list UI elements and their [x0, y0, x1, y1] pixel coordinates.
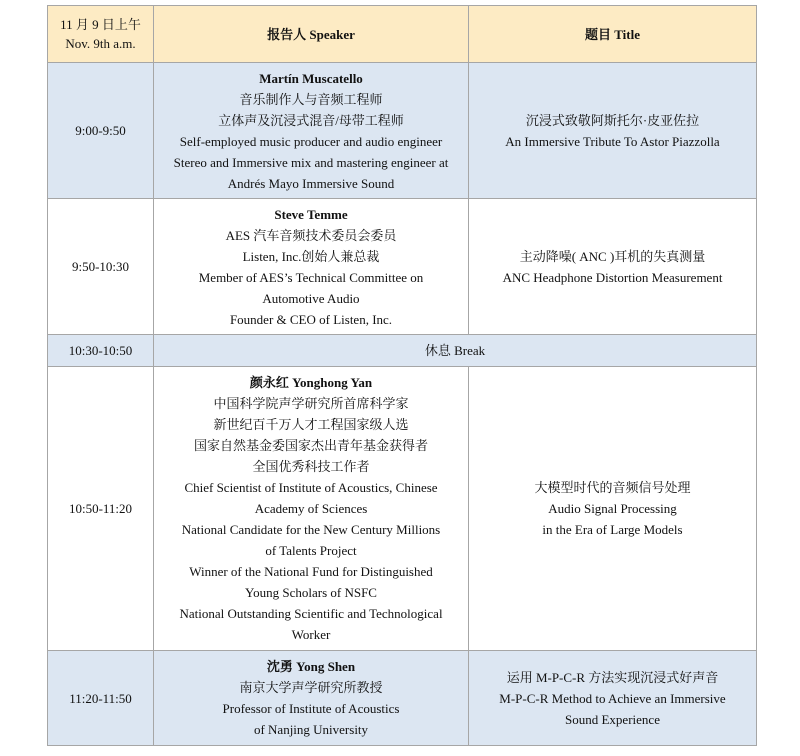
speaker-bio-line: Academy of Sciences: [254, 501, 368, 516]
title-header: 题目 Title: [469, 6, 757, 63]
break-time: 10:30-10:50: [48, 335, 154, 367]
talk-title-line: An Immersive Tribute To Astor Piazzolla: [505, 133, 720, 149]
break-row: [48, 335, 757, 367]
speaker-bio-line: 音乐制作人与音频工程师: [239, 91, 383, 107]
break-label: 休息 Break: [154, 335, 757, 367]
speaker-bio-line: Automotive Audio: [262, 290, 360, 306]
session-time: 11:20-11:50: [48, 651, 154, 746]
speaker-cell: [154, 63, 469, 199]
speaker-bio-line: Member of AES’s Technical Committee on: [198, 269, 424, 285]
talk-title-line: M-P-C-R Method to Achieve an Immersive: [499, 690, 726, 706]
speaker-bio-line: AES 汽车音频技术委员会委员: [225, 227, 397, 243]
talk-title-line: 沉浸式致敬阿斯托尔·皮亚佐拉: [525, 112, 700, 128]
title-cell: [469, 199, 757, 335]
speaker-name: Steve Temme: [274, 206, 348, 222]
session-row: [48, 367, 757, 651]
speaker-cell: [154, 651, 469, 746]
speaker-bio-line: National Candidate for the New Century Millions: [181, 522, 441, 537]
title-cell: [469, 367, 757, 651]
speaker-bio-line: Andrés Mayo Immersive Sound: [227, 175, 395, 191]
speaker-bio-line: Young Scholars of NSFC: [245, 585, 377, 600]
speaker-bio-line: Chief Scientist of Institute of Acoustics, Chinese: [184, 480, 438, 495]
speaker-bio-line: National Outstanding Scientific and Technological: [179, 606, 443, 621]
speaker-header: 报告人 Speaker: [154, 6, 469, 63]
speaker-bio-line: Winner of the National Fund for Distinguished: [189, 564, 433, 579]
schedule-table: [47, 5, 757, 746]
speaker-bio-line: 国家自然基金委国家杰出青年基金获得者: [193, 438, 428, 453]
speaker-bio-line: 南京大学声学研究所教授: [239, 680, 383, 695]
speaker-bio-line: 新世纪百千万人才工程国家级人选: [213, 417, 409, 432]
talk-title-line: in the Era of Large Models: [542, 522, 683, 537]
session-time: 9:00-9:50: [48, 63, 154, 199]
session-time: 10:50-11:20: [48, 367, 154, 651]
speaker-bio-line: Listen, Inc.创始人兼总裁: [242, 248, 380, 264]
session-row: [48, 651, 757, 746]
date-header: [48, 6, 154, 63]
speaker-bio-line: 立体声及沉浸式混音/母带工程师: [218, 112, 404, 128]
talk-title-line: ANC Headphone Distortion Measurement: [502, 269, 723, 285]
speaker-bio-line: 全国优秀科技工作者: [252, 459, 370, 474]
talk-title-line: Audio Signal Processing: [548, 501, 677, 516]
talk-title-line: 大模型时代的音频信号处理: [534, 480, 691, 495]
speaker-bio-line: 中国科学院声学研究所首席科学家: [213, 396, 409, 411]
speaker-cell: [154, 199, 469, 335]
speaker-bio-line: of Nanjing University: [253, 722, 369, 737]
header-row: [48, 6, 757, 63]
speaker-bio-line: Stereo and Immersive mix and mastering engineer at: [173, 154, 449, 170]
speaker-bio-line: Worker: [291, 627, 331, 642]
date-en: Nov. 9th a.m.: [65, 36, 136, 51]
speaker-name: 沈勇 Yong Shen: [266, 659, 356, 674]
speaker-bio-line: of Talents Project: [265, 543, 357, 558]
date-cn: 11 月 9 日上午: [60, 17, 141, 32]
session-row: [48, 63, 757, 199]
talk-title-line: Sound Experience: [565, 711, 660, 727]
speaker-bio-line: Self-employed music producer and audio engineer: [179, 133, 443, 149]
talk-title-line: 主动降噪( ANC )耳机的失真测量: [519, 248, 706, 264]
speaker-bio-line: Founder & CEO of Listen, Inc.: [229, 311, 393, 327]
speaker-name: Martín Muscatello: [259, 70, 363, 86]
title-cell: [469, 63, 757, 199]
session-row: [48, 199, 757, 335]
speaker-cell: [154, 367, 469, 651]
title-cell: [469, 651, 757, 746]
speaker-name: 颜永红 Yonghong Yan: [249, 375, 373, 390]
speaker-bio-line: Professor of Institute of Acoustics: [222, 701, 400, 716]
talk-title-line: 运用 M-P-C-R 方法实现沉浸式好声音: [506, 669, 719, 685]
session-time: 9:50-10:30: [48, 199, 154, 335]
